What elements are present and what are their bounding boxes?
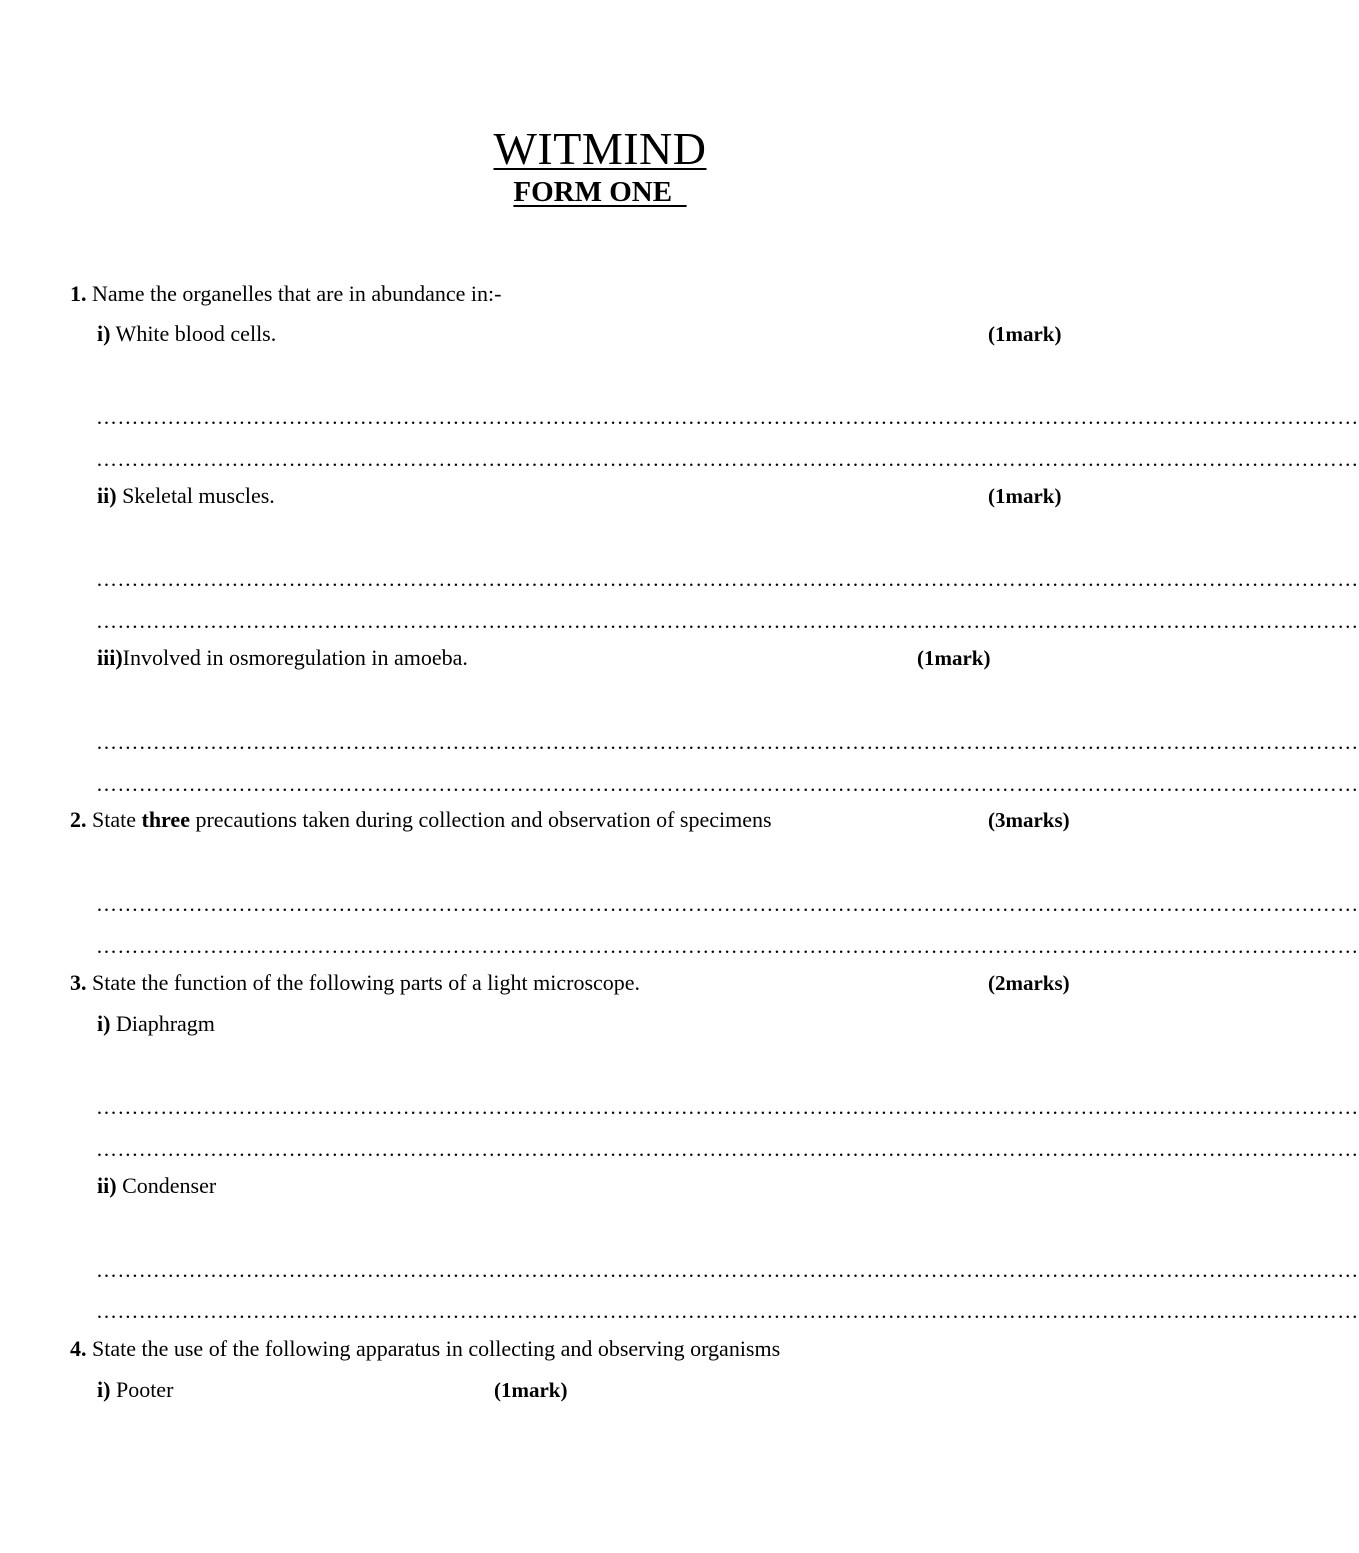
question-1-part-ii <box>97 483 275 509</box>
answer-line[interactable]: …………………………………………………………………………………………………………………………………………………………… <box>96 609 1359 633</box>
part-label: i) <box>97 1377 111 1402</box>
question-4-part-i <box>97 1377 173 1403</box>
question-3-text: State the function of the following parts of a light microscope. <box>92 970 641 995</box>
question-2-number: 2. <box>70 807 87 832</box>
question-3-number: 3. <box>70 970 87 995</box>
marks-label: (2marks) <box>988 971 1070 995</box>
answer-line[interactable]: …………………………………………………………………………………………………………………………………………………………… <box>96 405 1359 429</box>
part-label: ii) <box>97 483 117 508</box>
marks-label: (1mark) <box>988 484 1062 508</box>
answer-line[interactable]: …………………………………………………………………………………………………………………………………………………………… <box>96 1137 1359 1161</box>
question-2-text-end: precautions taken during collection and observation of specimens <box>189 807 772 832</box>
answer-line[interactable]: …………………………………………………………………………………………………………………………………………………………… <box>96 1095 1359 1119</box>
answer-line[interactable]: …………………………………………………………………………………………………………………………………………………………… <box>96 892 1359 916</box>
part-text: Condenser <box>116 1173 217 1198</box>
answer-line[interactable]: …………………………………………………………………………………………………………………………………………………………… <box>96 772 1359 796</box>
answer-line[interactable]: …………………………………………………………………………………………………………………………………………………………… <box>96 934 1359 958</box>
question-3 <box>70 970 640 996</box>
answer-line[interactable]: …………………………………………………………………………………………………………………………………………………………… <box>96 447 1359 471</box>
part-label: i) <box>97 1011 111 1036</box>
page-subtitle: FORM ONE <box>513 176 687 208</box>
marks-label: (1mark) <box>494 1378 568 1402</box>
part-label: i) <box>97 321 111 346</box>
part-text: Skeletal muscles. <box>116 483 275 508</box>
part-label: ii) <box>97 1173 117 1198</box>
marks-label: (3marks) <box>988 808 1070 832</box>
page-title: WITMIND <box>493 123 707 174</box>
question-4-text: State the use of the following apparatus in collecting and observing organisms <box>92 1336 781 1361</box>
question-2-emphasis: three <box>141 807 190 832</box>
part-text: Pooter <box>110 1377 174 1402</box>
part-text: Diaphragm <box>110 1011 215 1036</box>
part-label: iii) <box>97 645 123 670</box>
answer-line[interactable]: …………………………………………………………………………………………………………………………………………………………… <box>96 1299 1359 1323</box>
question-2 <box>70 807 772 833</box>
question-4-number: 4. <box>70 1336 87 1361</box>
question-1-part-iii <box>97 645 468 671</box>
part-text: Involved in osmoregulation in amoeba. <box>122 645 468 670</box>
marks-label: (1mark) <box>917 646 991 670</box>
question-1-number: 1. <box>70 281 87 306</box>
question-1-text: Name the organelles that are in abundance in:- <box>92 281 502 306</box>
answer-line[interactable]: …………………………………………………………………………………………………………………………………………………………… <box>96 730 1359 754</box>
question-1 <box>70 281 501 307</box>
part-text: White blood cells. <box>110 321 277 346</box>
question-3-part-i <box>97 1011 215 1037</box>
question-2-text-start: State <box>86 807 142 832</box>
question-3-part-ii <box>97 1173 216 1199</box>
marks-label: (1mark) <box>988 322 1062 346</box>
answer-line[interactable]: …………………………………………………………………………………………………………………………………………………………… <box>96 1258 1359 1282</box>
question-1-part-i <box>97 321 276 347</box>
answer-line[interactable]: …………………………………………………………………………………………………………………………………………………………… <box>96 567 1359 591</box>
question-4 <box>70 1336 780 1362</box>
